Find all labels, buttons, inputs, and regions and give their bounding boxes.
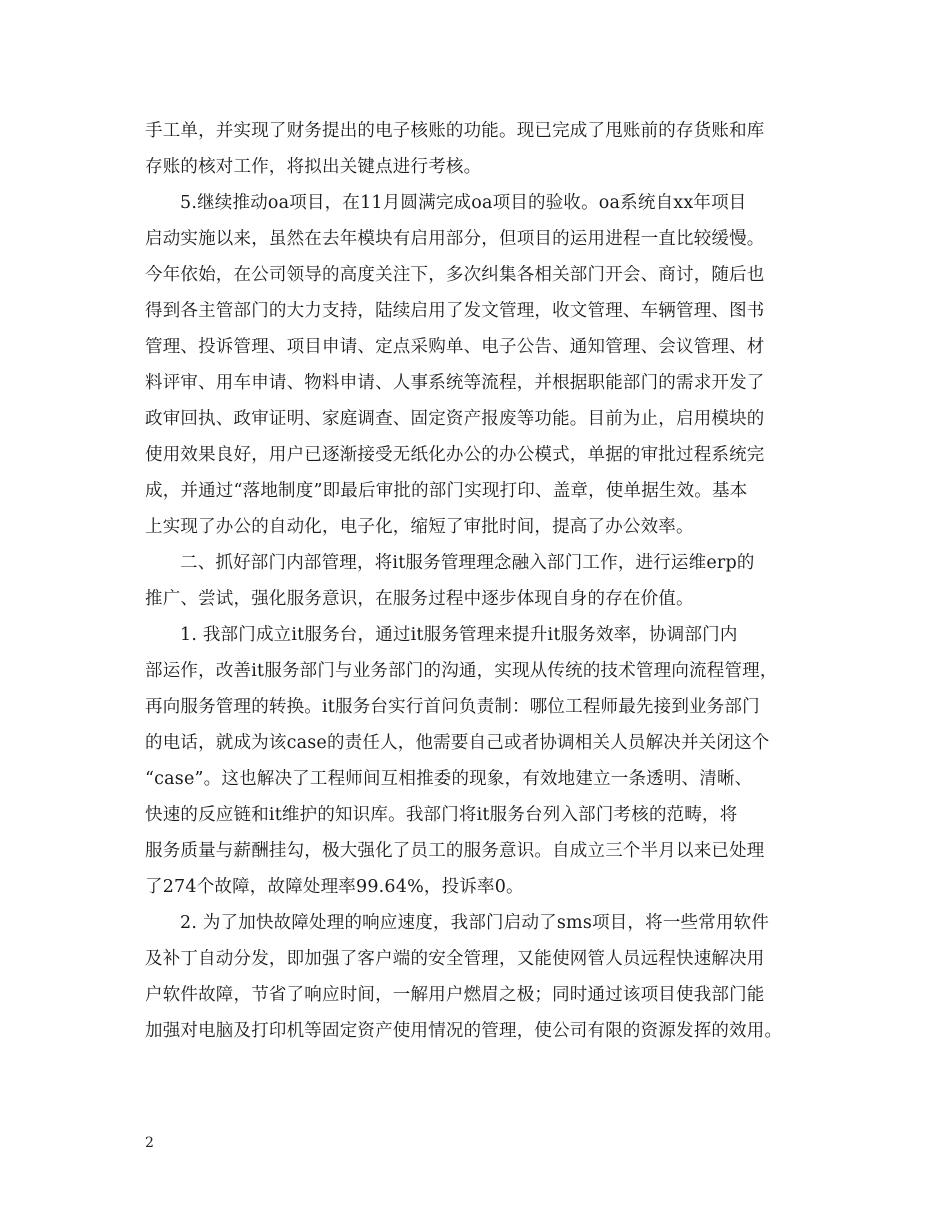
text-line: 5.继续推动oa项目，在11月圆满完成oa项目的验收。oa系统自xx年项目 xyxy=(180,193,747,213)
text-line: 加强对电脑及打印机等固定资产使用情况的管理，使公司有限的资源发挥的效用。 xyxy=(145,1021,783,1041)
text-line: 了274个故障，故障处理率99.64%，投诉率0。 xyxy=(145,877,524,897)
text-line: 部运作，改善it服务部门与业务部门的沟通，实现从传统的技术管理向流程管理， xyxy=(145,661,778,681)
page-number: 2 xyxy=(145,1135,154,1151)
text-line: 再向服务管理的转换。it服务台实行首问负责制：哪位工程师最先接到业务部门 xyxy=(145,697,760,717)
text-line: 管理、投诉管理、项目申请、定点采购单、电子公告、通知管理、会议管理、材 xyxy=(145,337,765,357)
text-line: 今年依始，在公司领导的高度关注下，多次纠集各相关部门开会、商讨，随后也 xyxy=(145,265,765,285)
text-line: 手工单，并实现了财务提出的电子核账的功能。现已完成了甩账前的存货账和库 xyxy=(145,121,765,141)
text-line: 快速的反应链和it维护的知识库。我部门将it服务台列入部门考核的范畴，将 xyxy=(145,805,738,825)
text-line: 上实现了办公的自动化，电子化，缩短了审批时间，提高了办公效率。 xyxy=(145,517,694,537)
text-line: 服务质量与薪酬挂勾，极大强化了员工的服务意识。自成立三个半月以来已处理 xyxy=(145,841,765,861)
text-line: 户软件故障，节省了响应时间，一解用户燃眉之极；同时通过该项目使我部门能 xyxy=(145,985,765,1005)
text-line: 2. 为了加快故障处理的响应速度，我部门启动了sms项目，将一些常用软件 xyxy=(180,913,770,933)
text-line: 的电话，就成为该case的责任人，他需要自己或者协调相关人员解决并关闭这个 xyxy=(145,733,770,753)
text-line: 1. 我部门成立it服务台，通过it服务管理来提升it服务效率，协调部门内 xyxy=(180,625,738,645)
text-line: 使用效果良好，用户已逐渐接受无纸化办公的办公模式，单据的审批过程系统完 xyxy=(145,445,765,465)
text-line: “case”。这也解决了工程师间互相推委的现象，有效地建立一条透明、清晰、 xyxy=(145,769,753,789)
text-line: 得到各主管部门的大力支持，陆续启用了发文管理，收文管理、车辆管理、图书 xyxy=(145,301,765,321)
text-line: 推广、尝试，强化服务意识，在服务过程中逐步体现自身的存在价值。 xyxy=(145,589,694,609)
text-line: 二、抓好部门内部管理，将it服务管理理念融入部门工作，进行运维erp的 xyxy=(180,553,755,573)
text-line: 成，并通过“落地制度”即最后审批的部门实现打印、盖章，使单据生效。基本 xyxy=(145,481,748,501)
text-line: 料评审、用车申请、物料申请、人事系统等流程，并根据职能部门的需求开发了 xyxy=(145,373,765,393)
text-line: 及补丁自动分发，即加强了客户端的安全管理，又能使网管人员远程快速解决用 xyxy=(145,949,765,969)
text-line: 启动实施以来，虽然在去年模块有启用部分，但项目的运用进程一直比较缓慢。 xyxy=(145,229,765,249)
text-line: 存账的核对工作，将拟出关键点进行考核。 xyxy=(145,157,482,177)
text-line: 政审回执、政审证明、家庭调查、固定资产报废等功能。目前为止，启用模块的 xyxy=(145,409,765,429)
